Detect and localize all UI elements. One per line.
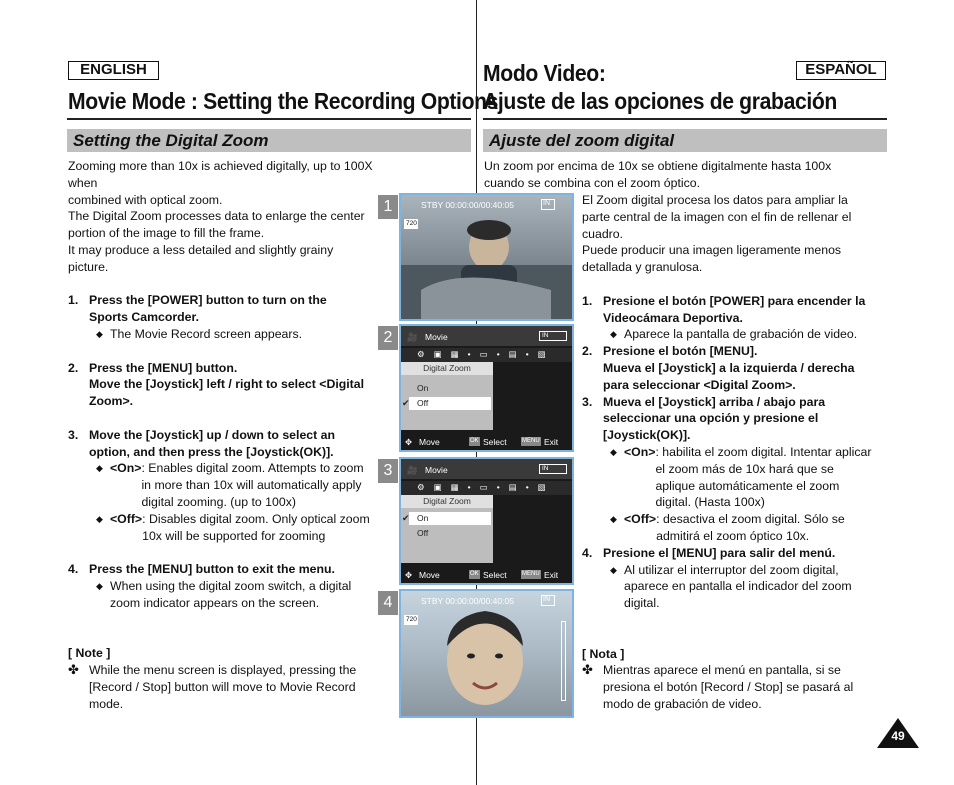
spanish-body [582, 192, 882, 713]
standby-timecode: STBY 00:00:00/00:40:05 [421, 200, 514, 210]
step-text: Press the [POWER] button to turn on the [89, 293, 327, 308]
bullet-text: Aparece la pantalla de grabación de video. [624, 327, 858, 342]
camera-preview-image [401, 195, 572, 319]
ok-icon: OK [470, 438, 479, 444]
bullet-text: When using the digital zoom switch, a digital [110, 578, 352, 593]
screen-4-zoomed [399, 589, 574, 718]
menu-tab-icons: ⚙▣▦•▭•▤•▧ [417, 349, 555, 359]
espanol-badge: ESPAÑOL [796, 61, 886, 80]
option-text: el zoom más de 10x hará que se [655, 461, 834, 476]
page-title-es-line1: Modo Video: [483, 60, 606, 86]
option-text: : desactiva el zoom digital. Sólo se [656, 512, 845, 527]
memory-label: IN [542, 332, 549, 339]
menu-title: Digital Zoom [401, 495, 493, 508]
bullet-text: zoom indicator appears on the screen. [110, 595, 320, 610]
menu-footer [401, 567, 572, 583]
page-title-en: Movie Mode : Setting the Recording Options [68, 88, 499, 114]
step-4-bullet-es [582, 562, 882, 612]
bullet-text: The Movie Record screen appears. [110, 326, 303, 341]
menu-title: Digital Zoom [401, 362, 493, 375]
figure-number-2: 2 [378, 326, 398, 350]
step-3 [68, 427, 388, 461]
diamond-bullet-icon: ◆ [96, 513, 103, 524]
menu-tab-row[interactable] [401, 348, 572, 362]
option-text: admitirá el zoom óptico 10x. [656, 528, 810, 543]
option-text: aplique automáticamente el zoom [655, 478, 840, 493]
menu-tab-icons: ⚙▣▦•▭•▤•▧ [417, 482, 555, 492]
intro-line: El Zoom digital procesa los datos para ampliar la [582, 193, 848, 207]
joystick-icon: ✥ [405, 437, 413, 447]
menu-key-icon: MENU [522, 571, 540, 577]
footer-move-label: Move [419, 570, 440, 580]
english-badge: ENGLISH [68, 61, 159, 80]
menu-mode-label: Movie [425, 465, 448, 475]
digital-zoom-menu [401, 495, 493, 563]
menu-header [401, 459, 572, 479]
cross-bullet-icon: ✤ [68, 661, 79, 677]
menu-footer [401, 434, 572, 450]
menu-option-off[interactable]: Off [417, 528, 429, 538]
menu-mode-label: Movie [425, 332, 448, 342]
step-text: Presione el botón [POWER] para encender la [603, 293, 866, 308]
title-rule-es [483, 118, 887, 120]
menu-option-label: On [417, 513, 429, 523]
step-number: 2. [582, 344, 593, 359]
step-text: Presione el botón [MENU]. [603, 344, 758, 359]
screen-3-menu-on [399, 457, 574, 585]
intro-line: cuadro. [582, 226, 624, 241]
step-text: Press the [MENU] button. [89, 360, 238, 375]
diamond-bullet-icon: ◆ [610, 446, 617, 457]
menu-tab-row[interactable] [401, 481, 572, 495]
option-text: digital. (Hasta 100x) [655, 495, 765, 510]
figure-number-3: 3 [378, 459, 398, 483]
footer-exit-label: Exit [544, 437, 559, 447]
option-text: 10x will be supported for zooming [142, 528, 326, 543]
digital-zoom-menu [401, 362, 493, 430]
diamond-bullet-icon: ◆ [610, 514, 617, 525]
step-text: [Joystick(OK)]. [603, 428, 691, 443]
option-label: <Off> [110, 511, 143, 526]
step-number: 3. [582, 394, 593, 409]
option-text: : habilita el zoom digital. Intentar aplicar [655, 444, 872, 459]
option-label: <Off> [624, 512, 657, 527]
movie-camera-icon: 🎥 [407, 465, 418, 475]
note-heading: [ Nota ] [582, 646, 625, 661]
menu-header [401, 326, 572, 346]
option-on-es [582, 444, 882, 511]
footer-exit-label: Exit [544, 570, 559, 580]
resolution-icon [404, 615, 418, 625]
step-text: para seleccionar <Digital Zoom>. [603, 377, 796, 392]
step-text: Press the [MENU] button to exit the menu. [89, 562, 335, 577]
bullet-text: digital. [624, 596, 660, 611]
section-heading-es: Ajuste del zoom digital [483, 129, 887, 152]
page-number-badge [877, 718, 919, 748]
child-closeup-icon [401, 591, 572, 716]
step-2-es [582, 343, 882, 393]
memory-label: IN [543, 596, 550, 603]
step-text: Move the [Joystick] up / down to select an [89, 427, 335, 442]
option-off [68, 511, 388, 545]
menu-option-label: Off [417, 398, 429, 408]
intro-line: portion of the image to fill the frame. [68, 226, 265, 241]
note-text: Mientras aparece el menú en pantalla, si se [603, 663, 841, 678]
diamond-bullet-icon: ◆ [96, 328, 103, 339]
step-3-es [582, 394, 882, 444]
memory-indicator-icon [539, 331, 567, 341]
camera-preview-image [401, 591, 572, 716]
intro-line: Zooming more than 10x is achieved digitally, up to 100X when [68, 159, 373, 190]
checkmark-icon: ✔ [402, 513, 410, 523]
step-number: 2. [68, 360, 79, 375]
memory-indicator-icon [539, 464, 567, 474]
menu-key-icon: MENU [522, 438, 540, 444]
option-label: <On> [624, 444, 656, 459]
step-1 [68, 292, 388, 326]
menu-option-on[interactable]: On [417, 383, 429, 393]
memory-indicator-icon [541, 199, 555, 210]
page-title-es-line2: Ajuste de las opciones de grabación [483, 88, 837, 114]
step-4-bullet [68, 578, 388, 612]
note [68, 662, 388, 712]
standby-timecode: STBY 00:00:00/00:40:05 [421, 596, 514, 606]
option-text: : Disables digital zoom. Only optical zoom [142, 511, 370, 526]
option-text: in more than 10x will automatically apply [141, 478, 362, 493]
note-heading: [ Note ] [68, 646, 111, 661]
intro-line: The Digital Zoom processes data to enlarge the center [68, 209, 365, 224]
step-text: option, and then press the [Joystick(OK)]. [89, 444, 334, 459]
resolution-label: 720 [406, 616, 417, 623]
menu-option-on[interactable] [402, 512, 491, 525]
resolution-label: 720 [406, 220, 417, 227]
footer-move-label: Move [419, 437, 440, 447]
cross-bullet-icon: ✤ [582, 662, 593, 678]
title-rule-en [67, 118, 471, 120]
intro-line: parte central de la imagen con el fin de rellenar el [582, 209, 852, 224]
intro-line: Un zoom por encima de 10x se obtiene digitalmente hasta 100x [484, 159, 832, 173]
bullet-text: aparece en pantalla el indicador del zoom [624, 579, 852, 594]
step-1-bullet-es [582, 326, 882, 343]
intro-line: It may produce a less detailed and slightly grainy [68, 242, 334, 257]
spanish-intro [484, 158, 884, 192]
resolution-icon [404, 219, 418, 229]
step-number: 1. [582, 293, 593, 308]
option-on [68, 460, 388, 510]
note-text: presiona el botón [Record / Stop] se pasará al [603, 680, 854, 695]
step-text: Presione el [MENU] para salir del menú. [603, 545, 836, 560]
step-2 [68, 360, 388, 410]
figure-number-4: 4 [378, 591, 398, 615]
diamond-bullet-icon: ◆ [610, 564, 617, 575]
intro-line: Puede producir una imagen ligeramente menos [582, 243, 842, 258]
section-heading-en: Setting the Digital Zoom [67, 129, 471, 152]
movie-camera-icon: 🎥 [407, 332, 418, 342]
page-number: 49 [891, 729, 905, 743]
footer-select-label: Select [483, 570, 507, 580]
note-text: modo de grabación de video. [603, 696, 762, 711]
menu-option-off[interactable] [402, 397, 491, 410]
screen-1-standby [399, 193, 574, 321]
memory-label: IN [543, 200, 550, 207]
step-text: seleccionar una opción y presione el [603, 411, 819, 426]
step-number: 4. [68, 562, 79, 577]
intro-line: combined with optical zoom. [68, 192, 223, 207]
child-photo-icon [401, 195, 572, 319]
step-text: Videocámara Deportiva. [603, 310, 743, 325]
step-1-bullet [68, 326, 388, 343]
intro-line: picture. [68, 259, 109, 274]
footer-select-label: Select [483, 437, 507, 447]
step-number: 1. [68, 293, 79, 308]
note-es [582, 662, 882, 712]
checkmark-icon: ✔ [402, 398, 410, 408]
diamond-bullet-icon: ◆ [610, 329, 617, 340]
step-text: Mueva el [Joystick] a la izquierda / derecha [603, 360, 855, 375]
intro-line: detallada y granulosa. [582, 260, 703, 275]
memory-label: IN [542, 465, 549, 472]
zoom-indicator-bar [561, 621, 566, 701]
step-number: 4. [582, 545, 593, 560]
step-4 [68, 561, 388, 578]
note-text: mode. [89, 696, 124, 711]
step-1-es [582, 293, 882, 327]
intro-line: cuando se combina con el zoom óptico. [484, 175, 701, 190]
joystick-icon: ✥ [405, 570, 413, 580]
memory-indicator-icon [541, 595, 555, 606]
diamond-bullet-icon: ◆ [96, 463, 103, 474]
bullet-text: Al utilizar el interruptor del zoom digital, [624, 562, 839, 577]
step-text: Zoom>. [89, 394, 134, 409]
option-label: <On> [110, 461, 142, 476]
note-text: [Record / Stop] button will move to Movie Record [89, 679, 356, 694]
step-text: Mueva el [Joystick] arriba / abajo para [603, 394, 826, 409]
option-text: digital zooming. (up to 100x) [141, 494, 296, 509]
ok-icon: OK [470, 571, 479, 577]
step-text: Sports Camcorder. [89, 310, 200, 325]
option-off-es [582, 511, 882, 545]
screen-2-menu-off [399, 324, 574, 452]
step-number: 3. [68, 427, 79, 442]
step-text: Move the [Joystick] left / right to select <Digital [89, 377, 365, 392]
note-text: While the menu screen is displayed, pressing the [89, 662, 357, 677]
option-text: : Enables digital zoom. Attempts to zoom [141, 461, 364, 476]
step-4-es [582, 545, 882, 562]
english-body [68, 158, 388, 712]
diamond-bullet-icon: ◆ [96, 580, 103, 591]
figure-number-1: 1 [378, 195, 398, 219]
